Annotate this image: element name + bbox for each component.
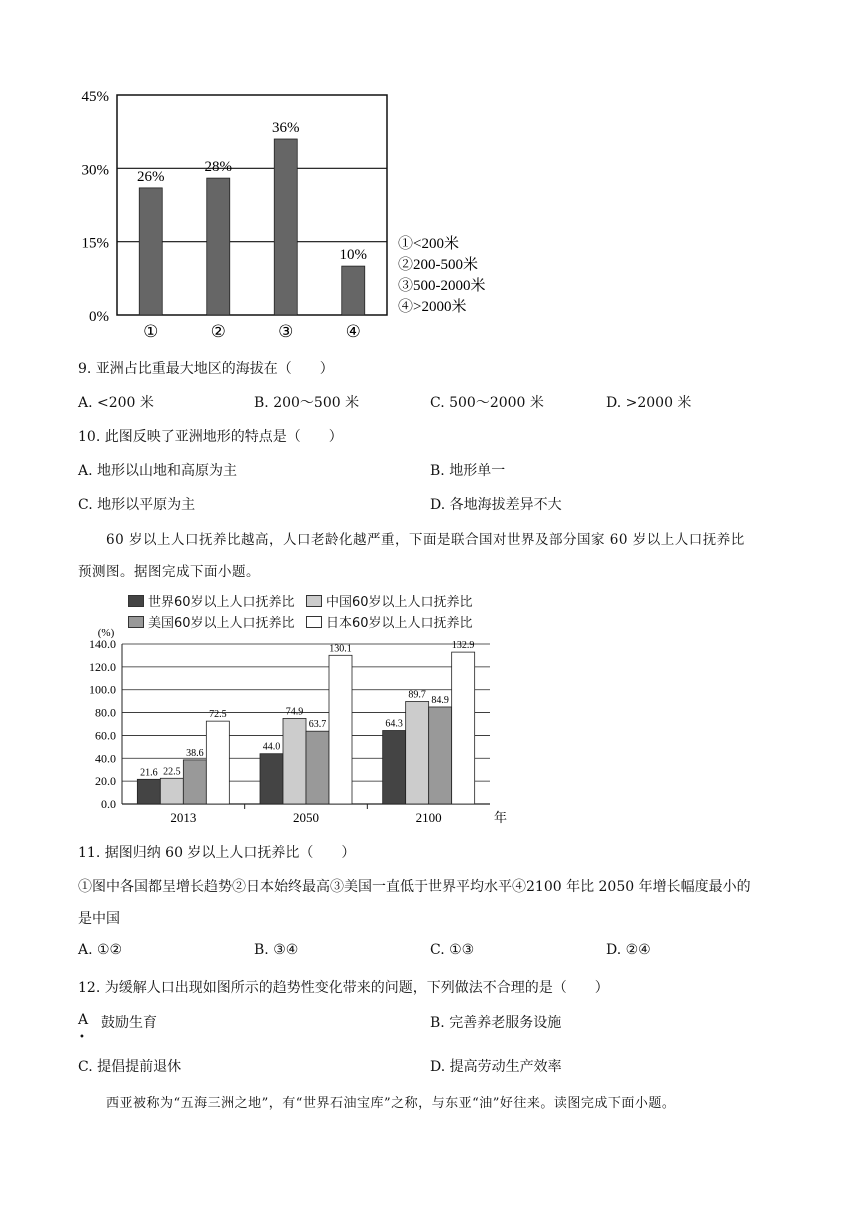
legend-entry: ②200-500米 bbox=[398, 257, 478, 273]
intro-paragraph-west-asia: 西亚被称为“五海三洲之地”，有“世界石油宝库”之称，与东亚“油”好往来。读图完成下面小题。 bbox=[106, 1096, 676, 1111]
question-11-option-d: D. ②④ bbox=[606, 942, 651, 958]
legend-entry: ①<200米 bbox=[398, 236, 459, 252]
question-10-stem: 10. 此图反映了亚洲地形的特点是（ ） bbox=[78, 429, 343, 445]
question-12-stem: 12. 为缓解人口出现如图所示的趋势性变化带来的问题，下列做法不合理的是（ ） bbox=[78, 980, 609, 996]
legend-label-china: 中国60岁以上人口抚养比 bbox=[326, 595, 473, 610]
question-12-emphasis-dot: • bbox=[79, 1032, 85, 1043]
question-11-option-b: B. ③④ bbox=[254, 942, 299, 958]
question-11-option-c: C. ①③ bbox=[430, 942, 475, 958]
bar bbox=[429, 707, 452, 804]
question-9-option-b: B. 200～500 米 bbox=[254, 395, 360, 411]
bar bbox=[406, 701, 429, 804]
x-tick-label: 2050 bbox=[293, 810, 319, 825]
bar bbox=[160, 778, 183, 804]
bar-value-label: 36% bbox=[272, 120, 300, 136]
y-tick-label: 140.0 bbox=[89, 637, 116, 651]
y-tick-label: 0.0 bbox=[101, 797, 116, 811]
bar bbox=[274, 139, 297, 315]
legend-swatch-china bbox=[306, 595, 322, 607]
dependency-ratio-bar-chart bbox=[74, 622, 508, 832]
x-tick-label: 2100 bbox=[415, 810, 442, 825]
bar-value-label: 28% bbox=[204, 159, 232, 176]
y-tick-label: 20.0 bbox=[95, 774, 116, 789]
question-9-stem: 9. 亚洲占比重最大地区的海拔在（ ） bbox=[78, 361, 334, 377]
legend-swatch-world bbox=[128, 595, 144, 607]
x-tick-label: 2013 bbox=[170, 810, 197, 825]
bar-value-label: 84.9 bbox=[431, 694, 449, 706]
bar-value-label: 44.0 bbox=[262, 741, 281, 753]
y-tick-label: 0% bbox=[89, 309, 109, 325]
question-12-option-b: B. 完善养老服务设施 bbox=[430, 1015, 562, 1031]
bar-value-label: 10% bbox=[339, 247, 367, 264]
bar bbox=[452, 652, 475, 804]
y-tick-label: 100.0 bbox=[89, 682, 116, 697]
bar bbox=[137, 779, 160, 804]
y-tick-label: 80.0 bbox=[95, 705, 116, 720]
x-tick-label: ④ bbox=[345, 322, 361, 341]
intro-paragraph-line-2: 预测图。据图完成下面小题。 bbox=[78, 564, 260, 580]
bar-value-label: 74.9 bbox=[285, 706, 304, 718]
bar bbox=[207, 178, 230, 315]
question-12-option-c: C. 提倡提前退休 bbox=[78, 1059, 182, 1075]
question-11-option-a: A. ①② bbox=[78, 942, 123, 958]
legend-entry: ③500-2000米 bbox=[398, 278, 486, 294]
x-tick-label: ③ bbox=[278, 322, 294, 341]
question-11-stem: 11. 据图归纳 60 岁以上人口抚养比（ ） bbox=[78, 845, 356, 861]
bar bbox=[139, 188, 162, 315]
x-tick-label: ① bbox=[143, 322, 159, 341]
question-10-option-a: A. 地形以山地和高原为主 bbox=[78, 463, 238, 479]
intro-paragraph-line-1: 60 岁以上人口抚养比越高，人口老龄化越严重，下面是联合国对世界及部分国家 60 岁以上人口抚养比 bbox=[106, 532, 745, 548]
legend-label-world: 世界60岁以上人口抚养比 bbox=[148, 595, 295, 610]
question-10-option-d: D. 各地海拔差异不大 bbox=[430, 497, 562, 513]
y-tick-label: 60.0 bbox=[95, 728, 116, 743]
legend-label-japan: 日本60岁以上人口抚养比 bbox=[326, 616, 473, 631]
bar bbox=[206, 721, 229, 804]
legend-label-usa: 美国60岁以上人口抚养比 bbox=[148, 616, 295, 631]
x-tick-label: ② bbox=[210, 322, 226, 341]
bar bbox=[383, 731, 406, 804]
question-9-option-c: C. 500～2000 米 bbox=[430, 395, 544, 411]
y-tick-label: 15% bbox=[81, 235, 109, 252]
bar bbox=[342, 266, 365, 315]
bar bbox=[183, 760, 206, 804]
bar bbox=[306, 731, 329, 804]
question-12-option-d: D. 提高劳动生产效率 bbox=[430, 1059, 562, 1075]
elevation-bar-chart bbox=[60, 80, 520, 350]
question-11-statements-line-1: ①图中各国都呈增长趋势②日本始终最高③美国一直低于世界平均水平④2100 年比 2050 年增长幅度最小的 bbox=[78, 879, 751, 895]
y-tick-label: 120.0 bbox=[89, 659, 116, 674]
legend-item-world bbox=[128, 591, 295, 610]
legend-entry: ④>2000米 bbox=[398, 299, 467, 315]
question-12-option-a-letter: A bbox=[78, 1012, 89, 1028]
bar-value-label: 22.5 bbox=[163, 766, 181, 778]
bar-value-label: 132.9 bbox=[451, 640, 475, 652]
legend-item-china bbox=[306, 591, 473, 610]
question-9-option-a: A. <200 米 bbox=[78, 395, 154, 411]
question-9-option-d: D. >2000 米 bbox=[606, 395, 692, 411]
bar-value-label: 89.7 bbox=[408, 689, 426, 701]
bar-value-label: 38.6 bbox=[186, 747, 204, 759]
question-12-option-a-text: 鼓励生育 bbox=[101, 1015, 157, 1031]
y-unit-label: (%) bbox=[97, 627, 115, 639]
bar-value-label: 64.3 bbox=[385, 718, 403, 730]
bar-value-label: 26% bbox=[137, 168, 165, 185]
bar bbox=[283, 718, 306, 804]
bar-value-label: 21.6 bbox=[140, 767, 158, 779]
question-10-option-c: C. 地形以平原为主 bbox=[78, 497, 196, 513]
bar bbox=[329, 655, 352, 804]
bar-value-label: 130.1 bbox=[329, 643, 352, 655]
question-11-statements-line-2: 是中国 bbox=[78, 911, 120, 927]
y-tick-label: 45% bbox=[81, 89, 109, 105]
bar-value-label: 72.5 bbox=[209, 709, 227, 721]
bar bbox=[260, 754, 283, 804]
bar-value-label: 63.7 bbox=[308, 719, 327, 731]
x-unit-label: 年 bbox=[494, 810, 508, 825]
question-10-option-b: B. 地形单一 bbox=[430, 463, 506, 479]
y-tick-label: 30% bbox=[81, 162, 109, 179]
y-tick-label: 40.0 bbox=[95, 751, 116, 766]
